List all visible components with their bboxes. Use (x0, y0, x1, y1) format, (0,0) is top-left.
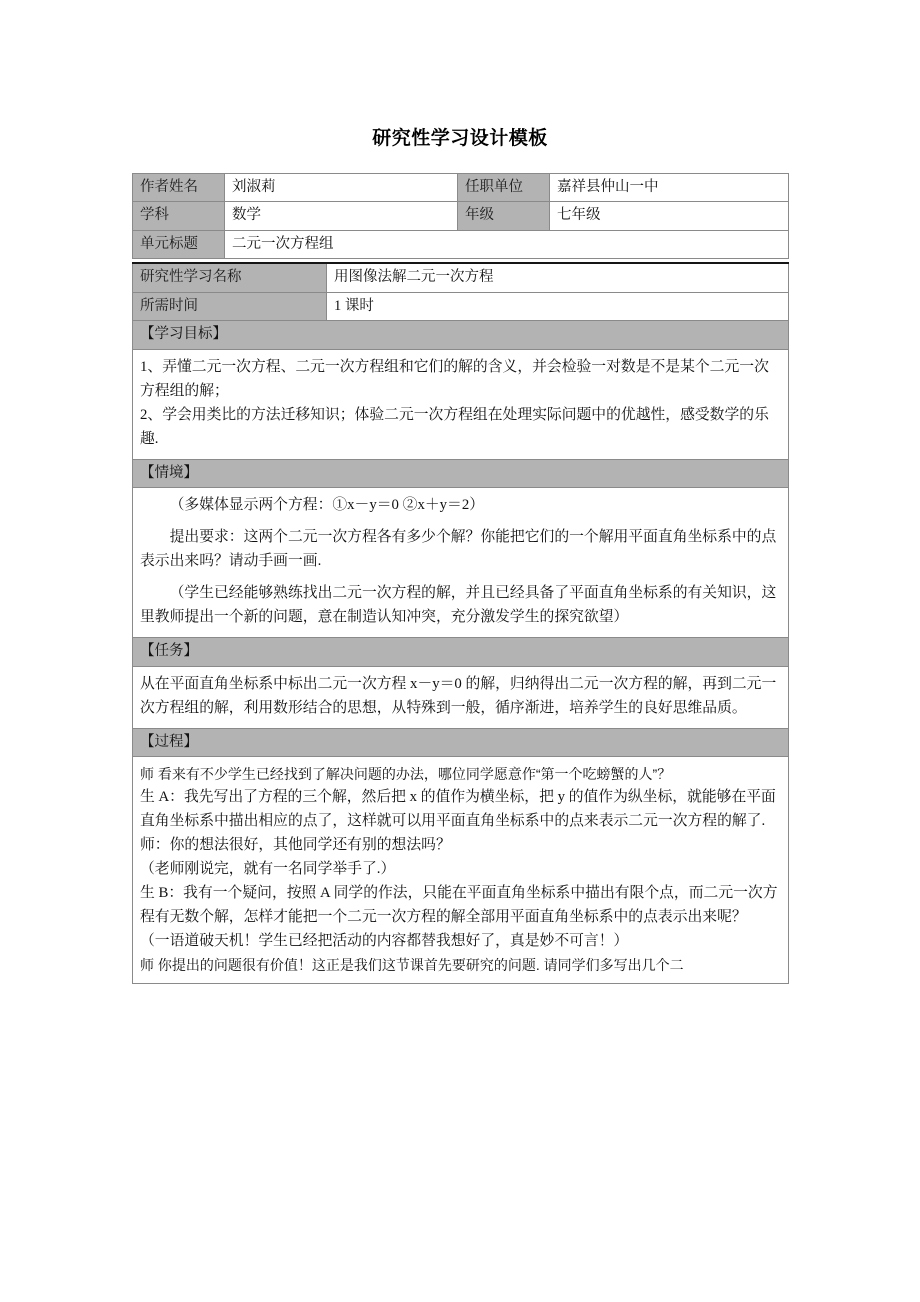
paragraph: 2、学会用类比的方法迁移知识；体验二元一次方程组在处理实际问题中的优越性，感受数学的乐趣. (140, 406, 769, 447)
paragraph: 从在平面直角坐标系中标出二元一次方程 x－y＝0 的解，归纳得出二元一次方程的解，再到二元一次方程组的解，利用数形结合的思想，从特殊到一般，循序渐进，培养学生的良好思维品质。 (140, 675, 777, 716)
table-row (133, 202, 789, 231)
paragraph: 提出要求：这两个二元一次方程各有多少个解？你能把它们的一个解用平面直角坐标系中的点表示出来吗？请动手画一画. (140, 529, 777, 570)
author-info-table (132, 173, 789, 260)
section-heading: 【学习目标】 (133, 321, 789, 350)
dialogue-line: 师 看来有不少学生已经找到了解决问题的办法，哪位同学愿意作“第一个吃螃蟹的人”？ (140, 766, 672, 783)
value-study-name: 用图像法解二元一次方程 (327, 263, 789, 292)
table-row (133, 173, 789, 202)
label-author-name: 作者姓名 (133, 173, 225, 202)
dialogue-line: （一语道破天机！学生已经把活动的内容都替我想好了，真是妙不可言！） (140, 932, 629, 949)
section-heading: 【过程】 (133, 728, 789, 757)
dialogue-line: 师：你的想法很好，其他同学还有别的想法吗？ (140, 836, 451, 853)
label-unit-title: 单元标题 (133, 230, 225, 259)
section-body-process (133, 757, 789, 984)
table-row (133, 263, 789, 292)
section-heading: 【任务】 (133, 638, 789, 667)
section-header-context (133, 459, 789, 488)
value-author-name: 刘淑莉 (225, 173, 458, 202)
value-grade: 七年级 (550, 202, 789, 231)
section-body-task (133, 666, 789, 728)
label-study-name: 研究性学习名称 (133, 263, 327, 292)
section-header-process (133, 728, 789, 757)
section-header-objectives (133, 321, 789, 350)
section-body-objectives (133, 349, 789, 459)
table-row (133, 230, 789, 259)
page-title: 研究性学习设计模板 (372, 128, 548, 149)
table-row (133, 292, 789, 321)
value-unit-title: 二元一次方程组 (225, 230, 789, 259)
dialogue-line: 生 B：我有一个疑问，按照 A 同学的作法，只能在平面直角坐标系中描出有限个点，而二元一次方程有无数个解，怎样才能把一个二元一次方程的解全部用平面直角坐标系中的点表示出来呢？ (140, 884, 778, 925)
spacer-line (140, 574, 781, 582)
paragraph: （多媒体显示两个方程：①x－y＝0 ②x＋y＝2） (169, 497, 485, 514)
label-required-time: 所需时间 (133, 292, 327, 321)
label-work-unit: 任职单位 (458, 173, 550, 202)
dialogue-line: 师 你提出的问题很有价值！这正是我们这节课首先要研究的问题. 请同学们多写出几个二 (140, 956, 684, 973)
paragraph: 1、弄懂二元一次方程、二元一次方程组和它们的解的含义，并会检验一对数是不是某个二元一次方程组的解； (140, 358, 769, 399)
section-header-task (133, 638, 789, 667)
label-subject: 学科 (133, 202, 225, 231)
spacer-line (140, 518, 781, 526)
dialogue-line: 生 A：我先写出了方程的三个解，然后把 x 的值作为横坐标，把 y 的值作为纵坐标，就能够在平面直角坐标系中描出相应的点了，这样就可以用平面直角坐标系中的点来表示二元一次方程的解了. (140, 788, 776, 829)
label-grade: 年级 (458, 202, 550, 231)
dialogue-line: （老师刚说完，就有一名同学举手了.） (140, 860, 396, 877)
paragraph: （学生已经能够熟练找出二元一次方程的解，并且已经具备了平面直角坐标系的有关知识，这里教师提出一个新的问题，意在制造认知冲突，充分激发学生的探究欲望） (140, 585, 777, 626)
value-subject: 数学 (225, 202, 458, 231)
section-heading: 【情境】 (133, 459, 789, 488)
section-body-context (133, 488, 789, 638)
lesson-body-table (132, 262, 789, 984)
value-work-unit: 嘉祥县仲山一中 (550, 173, 789, 202)
value-required-time: 1 课时 (327, 292, 789, 321)
